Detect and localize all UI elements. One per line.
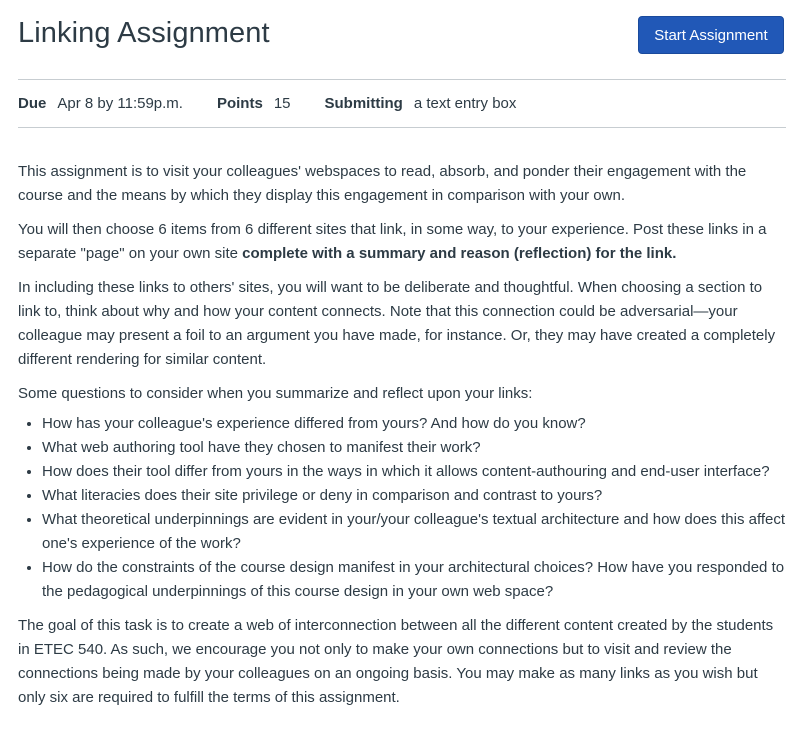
- submitting-value: a text entry box: [413, 95, 517, 112]
- list-item: • What theoretical underpinnings are evident in your/your colleague's textual architecture and how does this affect one's experience of the work?: [42, 508, 786, 556]
- goal-paragraph: The goal of this task is to create a web of interconnection between all the different content created by the students in ETEC 540. As such, we encourage you not only to make your own connections but to visit and review the connections being made by your colleagues on an ongoing basis. You may make as many links as you wish but only six are required to fulfill the terms of this assignment.: [18, 617, 774, 706]
- due-detail: [18, 95, 183, 112]
- questions-list: [18, 412, 786, 604]
- start-assignment-button[interactable]: Start Assignment: [638, 16, 784, 54]
- assignment-header: [18, 0, 786, 80]
- assignment-description: [18, 128, 786, 710]
- points-detail: [217, 95, 291, 112]
- due-value: Apr 8 by 11:59p.m.: [57, 95, 183, 112]
- submitting-label: Submitting: [324, 95, 403, 112]
- instructions-text: You will then choose 6 items from 6 different sites that link, in some way, to your experience. Post these links in a separate "page" on your own site: [18, 221, 767, 262]
- assignment-details: [18, 80, 786, 128]
- points-label: Points: [216, 95, 263, 112]
- instructions-emphasis: complete with a summary and reason (reflection) for the link.: [242, 245, 677, 262]
- due-label: Due: [18, 95, 47, 112]
- submitting-detail: [325, 95, 517, 112]
- questions-intro: Some questions to consider when you summarize and reflect upon your links:: [18, 385, 533, 402]
- instructions-paragraph: [18, 218, 786, 266]
- intro-paragraph: This assignment is to visit your colleagues' webspaces to read, absorb, and ponder their engagement with the course and the means by which they display this engagement in comparison with your own.: [18, 163, 747, 204]
- page-title: Linking Assignment: [18, 17, 270, 49]
- points-value: 15: [273, 95, 291, 112]
- list-item: • How does their tool differ from yours in the ways in which it allows content-authouring and end-user interface?: [42, 460, 786, 484]
- list-item: • How do the constraints of the course design manifest in your architectural choices? How have you responded to the pedagogical underpinnings of this course design in your own web space?: [42, 556, 786, 604]
- deliberate-paragraph: In including these links to others' sites, you will want to be deliberate and thoughtful. When choosing a section to link to, think about why and how your content connects. Note that this connection could be adversarial—your colleague may present a foil to an argument you have made, for instance. Or, they may have created a completely different rendering for similar content.: [18, 279, 776, 368]
- list-item: • What literacies does their site privilege or deny in comparison and contrast to yours?: [42, 484, 786, 508]
- list-item: • What web authoring tool have they chosen to manifest their work?: [42, 436, 786, 460]
- list-item: • How has your colleague's experience differed from yours? And how do you know?: [42, 412, 786, 436]
- assignment-page: [18, 0, 786, 720]
